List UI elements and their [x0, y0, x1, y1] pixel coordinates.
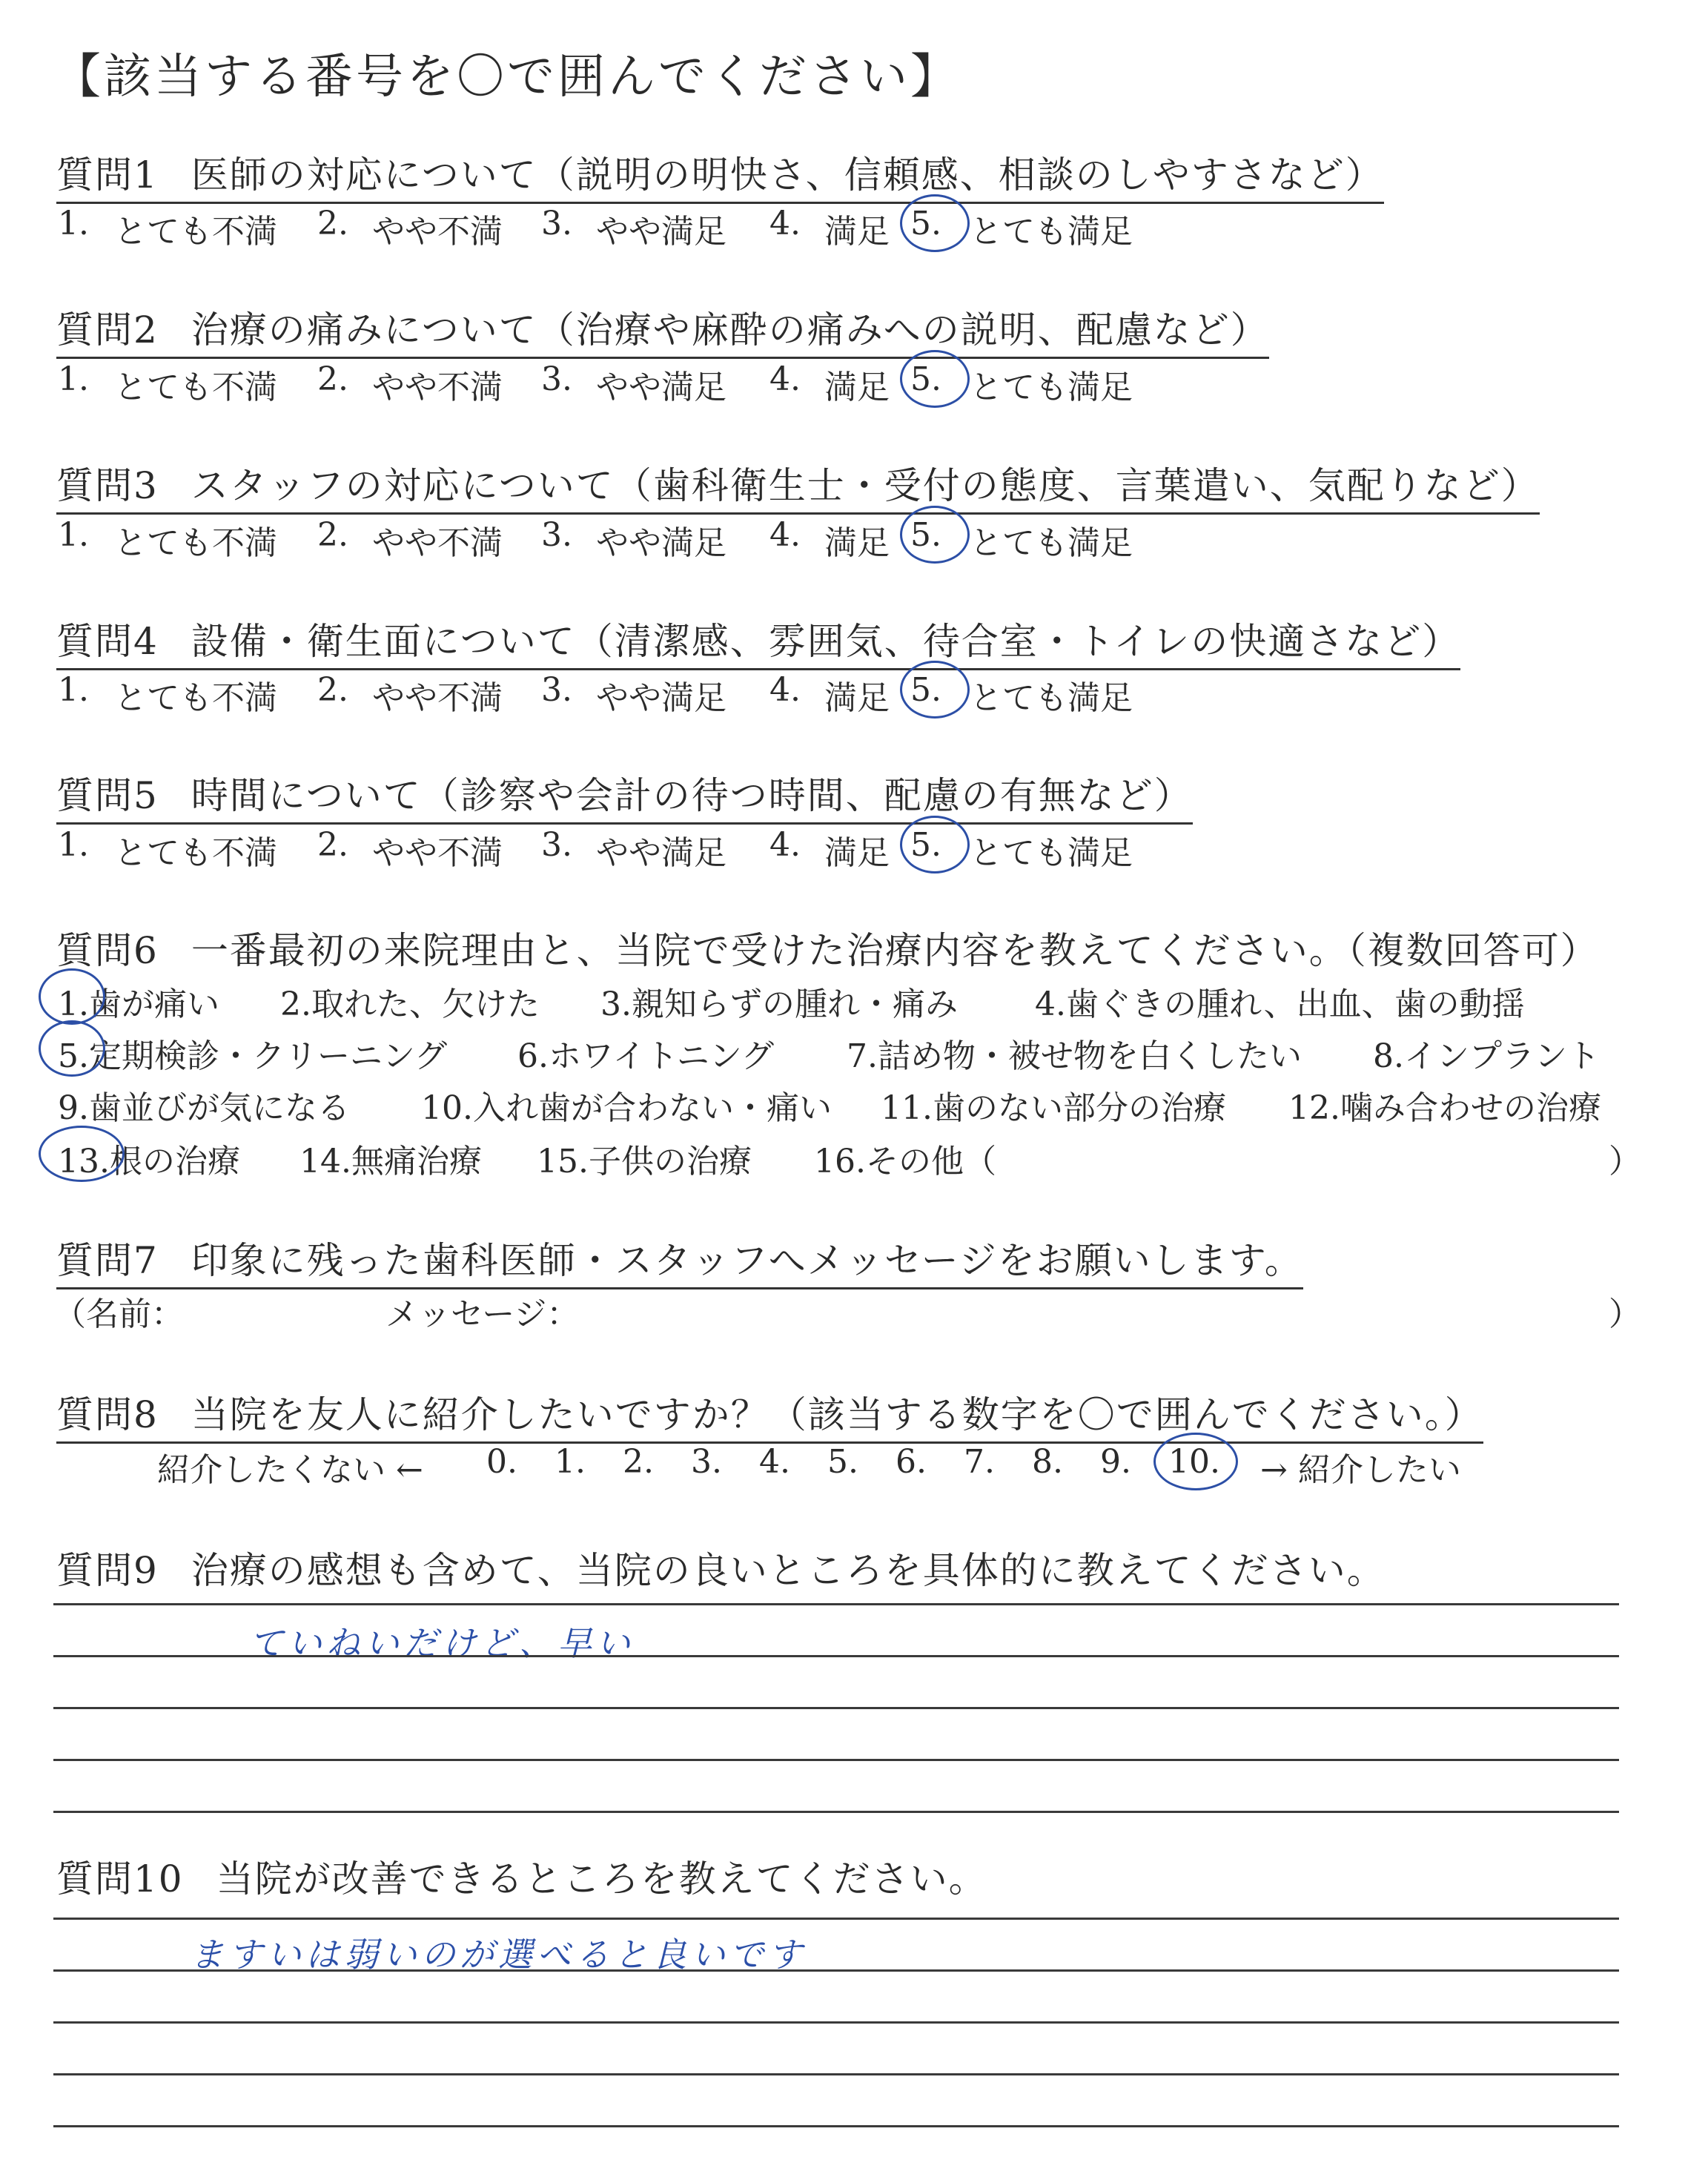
- option-label: ホワイトニング: [548, 1037, 775, 1075]
- question-7-close-paren: ）: [1609, 1295, 1641, 1333]
- option-number: 11.: [881, 1089, 933, 1127]
- question-10-text: 当院が改善できるところを教えてください。: [216, 1857, 987, 1900]
- option-number: 5.: [910, 826, 941, 864]
- question-4-number: 質問4: [56, 620, 159, 663]
- option-item: [58, 1135, 240, 1182]
- option-label: やや満足: [596, 369, 726, 406]
- option-item: [58, 1081, 350, 1129]
- question-4-heading: [56, 612, 1460, 670]
- option-label: やや満足: [596, 679, 726, 717]
- option-number: 4.: [769, 671, 801, 709]
- option-label: 満足: [824, 679, 890, 717]
- option-number: 1.: [58, 360, 89, 398]
- option-label: 親知らずの腫れ・痛み: [631, 985, 958, 1023]
- scale-number: 5.: [827, 1443, 858, 1481]
- option-label: 満足: [824, 369, 890, 406]
- question-9-heading: [56, 1541, 1386, 1597]
- question-8-number: 質問8: [56, 1393, 159, 1436]
- option-number: 3.: [541, 360, 572, 398]
- option-item: [881, 1081, 1226, 1129]
- question-3-text: スタッフの対応について（歯科衛生士・受付の態度、言葉遣い、気配りなど）: [191, 464, 1540, 507]
- option-number: 7.: [847, 1037, 878, 1075]
- option-number: 3.: [600, 985, 632, 1023]
- option-label: とても不満: [114, 679, 277, 717]
- scale-number: 9.: [1100, 1443, 1131, 1481]
- option-item: [1288, 1081, 1601, 1129]
- scale-number: 6.: [896, 1443, 927, 1481]
- option-number: 2.: [317, 671, 348, 709]
- answer-line: [53, 1603, 1619, 1605]
- scale-number: 3.: [691, 1443, 722, 1481]
- question-8-left-label: 紹介したくない ←: [157, 1451, 423, 1489]
- question-5-heading: [56, 766, 1193, 825]
- option-number: 6.: [517, 1037, 549, 1075]
- option-label: やや不満: [372, 524, 503, 562]
- option-item: [58, 1029, 447, 1077]
- question-1-heading: [56, 145, 1384, 204]
- question-5-number: 質問5: [56, 774, 159, 817]
- page-title: 【該当する番号を〇で囲んでください】: [53, 50, 961, 105]
- question-7-message-label: メッセージ：: [385, 1295, 580, 1333]
- option-number: 1.: [58, 826, 89, 864]
- scale-number: 2.: [623, 1443, 654, 1481]
- option-label: 満足: [824, 834, 890, 872]
- option-label: 歯ぐきの腫れ、出血、歯の動揺: [1065, 985, 1525, 1023]
- option-label: やや満足: [596, 213, 726, 251]
- question-8-text: 当院を友人に紹介したいですか？（該当する数字を〇で囲んでください。）: [191, 1393, 1483, 1436]
- option-number: 9.: [58, 1089, 89, 1127]
- option-number: 16.: [814, 1143, 866, 1180]
- question-4-text: 設備・衛生面について（清潔感、雰囲気、待合室・トイレの快適さなど）: [191, 620, 1461, 663]
- option-number: 4.: [769, 205, 801, 242]
- question-6-number: 質問6: [56, 929, 159, 972]
- option-number: 5.: [910, 516, 941, 554]
- option-label: やや不満: [372, 369, 503, 406]
- option-label: 定期検診・クリーニング: [88, 1037, 448, 1075]
- option-label: やや不満: [372, 834, 503, 872]
- option-label: とても満足: [970, 213, 1133, 251]
- option-item: [1035, 977, 1525, 1025]
- option-label: インプラント: [1403, 1037, 1600, 1075]
- answer-line: [53, 2125, 1619, 2127]
- option-item: [421, 1081, 832, 1129]
- option-label: 詰め物・被せ物を白くしたい: [877, 1037, 1302, 1075]
- option-number: 4.: [769, 516, 801, 554]
- question-9-text: 治療の感想も含めて、当院の良いところを具体的に教えてください。: [191, 1549, 1386, 1592]
- option-label: 歯のない部分の治療: [932, 1089, 1226, 1127]
- option-number: 14.: [299, 1143, 351, 1180]
- scale-number: 10.: [1168, 1443, 1220, 1481]
- option-number: 2.: [317, 360, 348, 398]
- option-number: 1.: [58, 671, 89, 709]
- option-item: [299, 1135, 482, 1182]
- option-label: とても満足: [970, 369, 1133, 406]
- option-number: 5.: [910, 671, 941, 709]
- option-label: 根の治療: [109, 1143, 240, 1180]
- question-3-number: 質問3: [56, 464, 159, 507]
- option-number: 5.: [910, 360, 941, 398]
- scale-number: 1.: [555, 1443, 586, 1481]
- question-6-heading: [56, 921, 1599, 977]
- option-item: [58, 977, 219, 1025]
- option-number: 4.: [1035, 985, 1066, 1023]
- option-item: [537, 1135, 752, 1182]
- answer-line: [53, 1918, 1619, 1920]
- option-item: [600, 977, 958, 1025]
- answer-line: [53, 1707, 1619, 1709]
- scale-number: 0.: [486, 1443, 517, 1481]
- option-item: [280, 977, 540, 1025]
- question-3-heading: [56, 456, 1540, 515]
- option-label: その他（: [865, 1143, 996, 1180]
- option-label: とても不満: [114, 369, 277, 406]
- question-7-name-label: （名前：: [53, 1295, 184, 1333]
- option-label: 無痛治療: [351, 1143, 482, 1180]
- question-2-number: 質問2: [56, 308, 159, 351]
- option-number: 5.: [58, 1037, 89, 1075]
- option-label: とても不満: [114, 213, 277, 251]
- question-6-text: 一番最初の来院理由と、当院で受けた治療内容を教えてください。（複数回答可）: [191, 929, 1599, 972]
- question-2-text: 治療の痛みについて（治療や麻酔の痛みへの説明、配慮など）: [191, 308, 1269, 351]
- option-label: とても不満: [114, 834, 277, 872]
- option-number: 10.: [421, 1089, 473, 1127]
- scale-number: 8.: [1032, 1443, 1063, 1481]
- option-label: とても満足: [970, 679, 1133, 717]
- option-label: とても満足: [970, 524, 1133, 562]
- question-10-heading: [56, 1849, 987, 1906]
- option-label: 取れた、欠けた: [311, 985, 540, 1023]
- option-label: 入れ歯が合わない・痛い: [472, 1089, 832, 1127]
- option-number: 1.: [58, 985, 89, 1023]
- option-label: やや不満: [372, 213, 503, 251]
- answer-line: [53, 1655, 1619, 1657]
- option-item: [517, 1029, 774, 1077]
- option-label: 噛み合わせの治療: [1340, 1089, 1601, 1127]
- question-5-text: 時間について（診察や会計の待つ時間、配慮の有無など）: [191, 774, 1193, 817]
- option-label: 歯が痛い: [88, 985, 219, 1023]
- option-label: 満足: [824, 213, 890, 251]
- option-label: 子供の治療: [588, 1143, 752, 1180]
- question-9-answer: ていねいだけど、早い: [249, 1623, 635, 1663]
- option-number: 4.: [769, 360, 801, 398]
- option-number: 3.: [541, 826, 572, 864]
- option-number: 3.: [541, 205, 572, 242]
- question-6-close-paren: ）: [1609, 1143, 1641, 1180]
- option-number: 15.: [537, 1143, 589, 1180]
- option-number: 13.: [58, 1143, 110, 1180]
- answer-line: [53, 1811, 1619, 1813]
- option-number: 3.: [541, 671, 572, 709]
- scale-number: 7.: [964, 1443, 995, 1481]
- option-label: とても満足: [970, 834, 1133, 872]
- question-8-heading: [56, 1385, 1483, 1444]
- option-number: 1.: [58, 516, 89, 554]
- option-label: とても不満: [114, 524, 277, 562]
- answer-line: [53, 1759, 1619, 1761]
- question-2-heading: [56, 300, 1269, 359]
- option-number: 12.: [1288, 1089, 1340, 1127]
- option-number: 3.: [541, 516, 572, 554]
- option-number: 8.: [1373, 1037, 1404, 1075]
- question-1-number: 質問1: [56, 153, 159, 196]
- question-7-heading: [56, 1231, 1303, 1289]
- option-label: やや不満: [372, 679, 503, 717]
- option-item: [1373, 1029, 1600, 1077]
- answer-line: [53, 2021, 1619, 2024]
- question-1-text: 医師の対応について（説明の明快さ、信頼感、相談のしやすさなど）: [191, 153, 1384, 196]
- option-label: やや満足: [596, 524, 726, 562]
- option-item: [814, 1135, 996, 1182]
- option-number: 1.: [58, 205, 89, 242]
- option-number: 5.: [910, 205, 941, 242]
- question-7-text: 印象に残った歯科医師・スタッフへメッセージをお願いします。: [191, 1239, 1303, 1282]
- option-item: [847, 1029, 1302, 1077]
- question-7-number: 質問7: [56, 1239, 159, 1282]
- option-number: 2.: [280, 985, 311, 1023]
- option-label: やや満足: [596, 834, 726, 872]
- option-label: 満足: [824, 524, 890, 562]
- answer-line: [53, 2073, 1619, 2075]
- answer-line: [53, 1969, 1619, 1972]
- option-number: 2.: [317, 516, 348, 554]
- option-number: 2.: [317, 826, 348, 864]
- question-10-answer: ますいは弱いのが選べると良いです: [190, 1935, 807, 1975]
- scale-number: 4.: [759, 1443, 790, 1481]
- question-10-number: 質問10: [56, 1857, 184, 1900]
- question-9-number: 質問9: [56, 1549, 159, 1592]
- option-number: 4.: [769, 826, 801, 864]
- option-number: 2.: [317, 205, 348, 242]
- question-8-right-label: → 紹介したい: [1260, 1451, 1461, 1489]
- option-label: 歯並びが気になる: [88, 1089, 350, 1127]
